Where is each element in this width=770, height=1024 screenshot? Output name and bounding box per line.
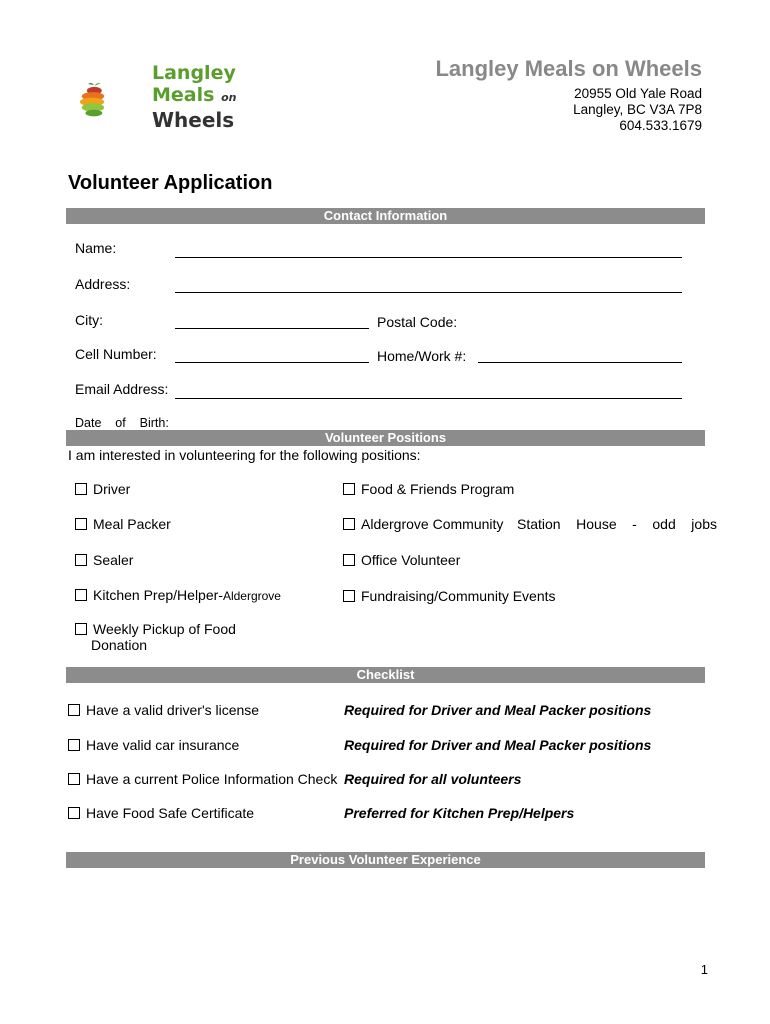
email-label: Email Address: (75, 381, 169, 397)
checklist-item-license[interactable]: Have a valid driver's license (68, 702, 259, 718)
name-label: Name: (75, 240, 117, 256)
checkbox-icon (343, 554, 355, 566)
checklist-note-police: Required for all volunteers (344, 771, 522, 787)
email-field[interactable] (175, 398, 682, 399)
checklist-note-foodsafe: Preferred for Kitchen Prep/Helpers (344, 805, 575, 821)
address-field[interactable] (175, 292, 682, 293)
checkbox-icon (75, 623, 87, 635)
checkbox-icon (343, 590, 355, 602)
address-label: Address: (75, 276, 131, 292)
checkbox-driver[interactable]: Driver (75, 481, 130, 497)
checkbox-icon (75, 554, 87, 566)
checkbox-kitchen[interactable]: Kitchen Prep/Helper-Aldergrove (75, 587, 281, 603)
name-field[interactable] (175, 257, 682, 258)
logo-text (152, 62, 236, 131)
logo-line2-small: on (221, 91, 237, 104)
checkbox-icon (75, 518, 87, 530)
checkbox-icon (68, 704, 80, 716)
home-label: Home/Work #: (377, 348, 467, 364)
checklist-item-insurance[interactable]: Have valid car insurance (68, 737, 239, 753)
cell-field[interactable] (175, 362, 369, 363)
page-title: Volunteer Application (68, 172, 273, 194)
checklist-note-insurance: Required for Driver and Meal Packer positions (344, 737, 652, 753)
checkbox-icon (343, 483, 355, 495)
org-phone: 604.533.1679 (619, 118, 702, 133)
checkbox-icon (75, 483, 87, 495)
checkbox-fundraising[interactable]: Fundraising/Community Events (343, 588, 556, 604)
logo-apple-icon (78, 60, 148, 140)
checkbox-meal-packer[interactable]: Meal Packer (75, 516, 171, 532)
checkbox-office[interactable]: Office Volunteer (343, 552, 460, 568)
section-positions-bar: Volunteer Positions (66, 430, 705, 446)
positions-intro: I am interested in volunteering for the following positions: (68, 447, 421, 463)
weekly-pickup-line2: Donation (91, 637, 148, 653)
checkbox-sealer[interactable]: Sealer (75, 552, 133, 568)
city-field[interactable] (175, 328, 369, 329)
dob-label: Date of Birth: (75, 416, 169, 430)
aldergrove-tail-text: Station House - odd jobs (517, 516, 717, 532)
org-address2: Langley, BC V3A 7P8 (573, 102, 702, 117)
checkbox-food-friends[interactable]: Food & Friends Program (343, 481, 514, 497)
logo-line1: Langley (152, 62, 236, 84)
city-label: City: (75, 312, 103, 328)
org-name: Langley Meals on Wheels (435, 56, 702, 81)
checklist-item-foodsafe[interactable]: Have Food Safe Certificate (68, 805, 254, 821)
org-info (435, 56, 702, 134)
checkbox-icon (68, 773, 80, 785)
checklist-item-police[interactable]: Have a current Police Information Check (68, 771, 337, 787)
postal-label: Postal Code: (377, 314, 458, 330)
home-field[interactable] (478, 362, 682, 363)
section-previous-bar: Previous Volunteer Experience (66, 852, 705, 868)
checkbox-icon (68, 739, 80, 751)
checklist-note-license: Required for Driver and Meal Packer positions (344, 702, 652, 718)
section-contact-bar: Contact Information (66, 208, 705, 224)
checkbox-icon (75, 589, 87, 601)
section-checklist-bar: Checklist (66, 667, 705, 683)
page-number: 1 (700, 962, 708, 977)
checkbox-aldergrove-community[interactable]: Aldergrove Community (343, 516, 503, 532)
logo-line3: Wheels (152, 108, 235, 132)
org-address1: 20955 Old Yale Road (574, 86, 702, 101)
cell-label: Cell Number: (75, 346, 157, 362)
checkbox-icon (343, 518, 355, 530)
checkbox-weekly-pickup[interactable]: Weekly Pickup of Food (75, 621, 236, 637)
checkbox-icon (68, 807, 80, 819)
logo-line2: Meals (152, 84, 215, 106)
